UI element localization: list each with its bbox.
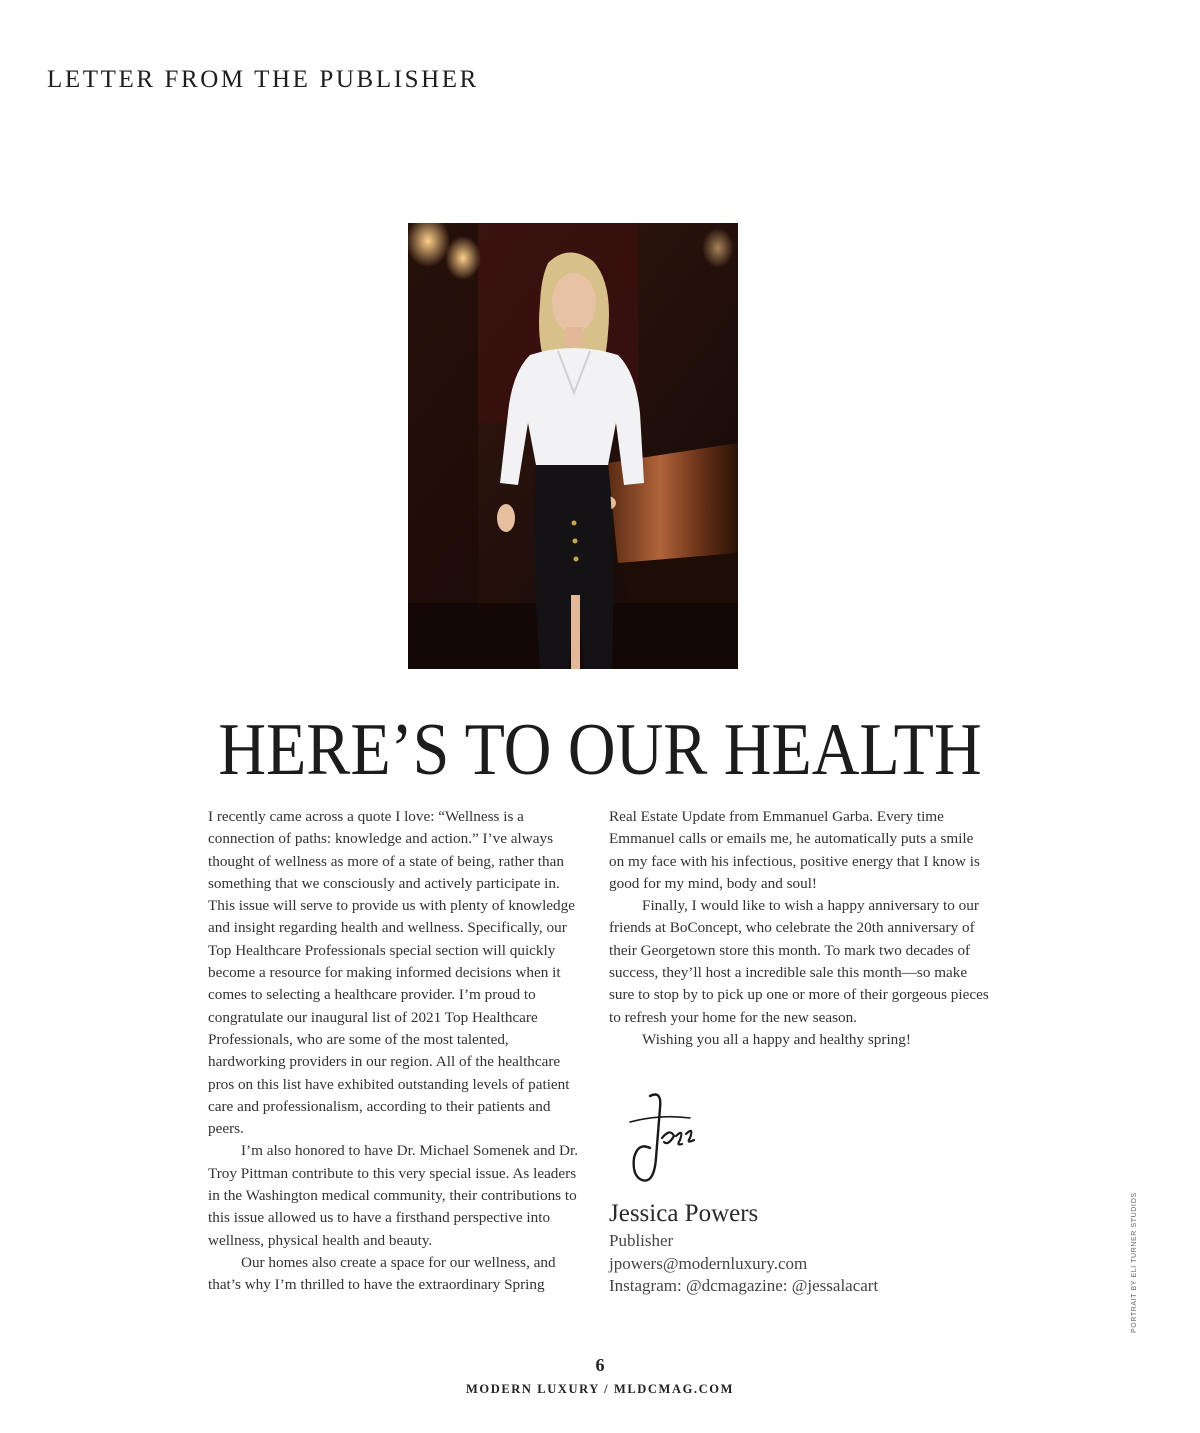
page-number: 6 [595, 1355, 605, 1375]
paragraph: I’m also honored to have Dr. Michael Somenek and Dr. Troy Pittman contribute to this very special issue. As leaders in the Washington medical community, their contributions to this issue allowed us to have a firsthand perspective into wellness, physical health and beauty. [208, 1142, 578, 1249]
publisher-portrait [408, 223, 738, 669]
paragraph: Finally, I would like to wish a happy anniversary to our friends at BoConcept, who celebrate the 20th anniversary of their Georgetown store this month. To mark two decades of success, they’ll host a incredible sale this month—so make sure to stop by to pick up one or more of their gorgeous pieces to refresh your home for the new season. [609, 897, 989, 1026]
photo-credit: PORTRAIT BY ELI TURNER STUDIOS [1131, 1192, 1138, 1333]
handwritten-signature [620, 1088, 720, 1198]
signature-block [609, 1198, 878, 1298]
letter-column-right [609, 806, 989, 1051]
portrait-illustration [408, 223, 738, 669]
paragraph: Wishing you all a happy and healthy spring! [642, 1030, 911, 1048]
paragraph: Our homes also create a space for our wellness, and that’s why I’m thrilled to have the extraordinary Spring [208, 1253, 556, 1294]
publisher-name: Jessica Powers [609, 1200, 759, 1227]
letter-column-left [208, 806, 580, 1297]
section-label: LETTER FROM THE PUBLISHER [47, 66, 479, 93]
publisher-title: Publisher [609, 1231, 674, 1250]
paragraph: I recently came across a quote I love: “Wellness is a connection of paths: knowledge and action.” I’ve always thought of wellness as more of a state of being, rather than something that we consciously and actively participate in. This issue will serve to provide us with plenty of knowledge and insight regarding health and wellness. Specifically, our Top Healthcare Professionals special section will quickly become a resource for making informed decisions when it comes to selecting a healthcare provider. I’m proud to congratulate our inaugural list of 2021 Top Healthcare Professionals, who are some of the most talented, hardworking providers in our region. All of the healthcare pros on this list have exhibited outstanding levels of patient care and professionalism, according to their patients and peers. [208, 808, 575, 1138]
signature-mark [620, 1088, 720, 1198]
headline: HERE’S TO OUR HEALTH [218, 709, 982, 791]
footer-publication: MODERN LUXURY / MLDCMAG.COM [466, 1382, 734, 1396]
paragraph: Real Estate Update from Emmanuel Garba. Every time Emmanuel calls or emails me, he automatically puts a smile on my face with his infectious, positive energy that I know is good for my mind, body and soul! [609, 808, 980, 892]
publisher-instagram[interactable]: Instagram: @dcmagazine: @jessalacart [609, 1276, 879, 1295]
publisher-email[interactable]: jpowers@modernluxury.com [609, 1253, 808, 1273]
